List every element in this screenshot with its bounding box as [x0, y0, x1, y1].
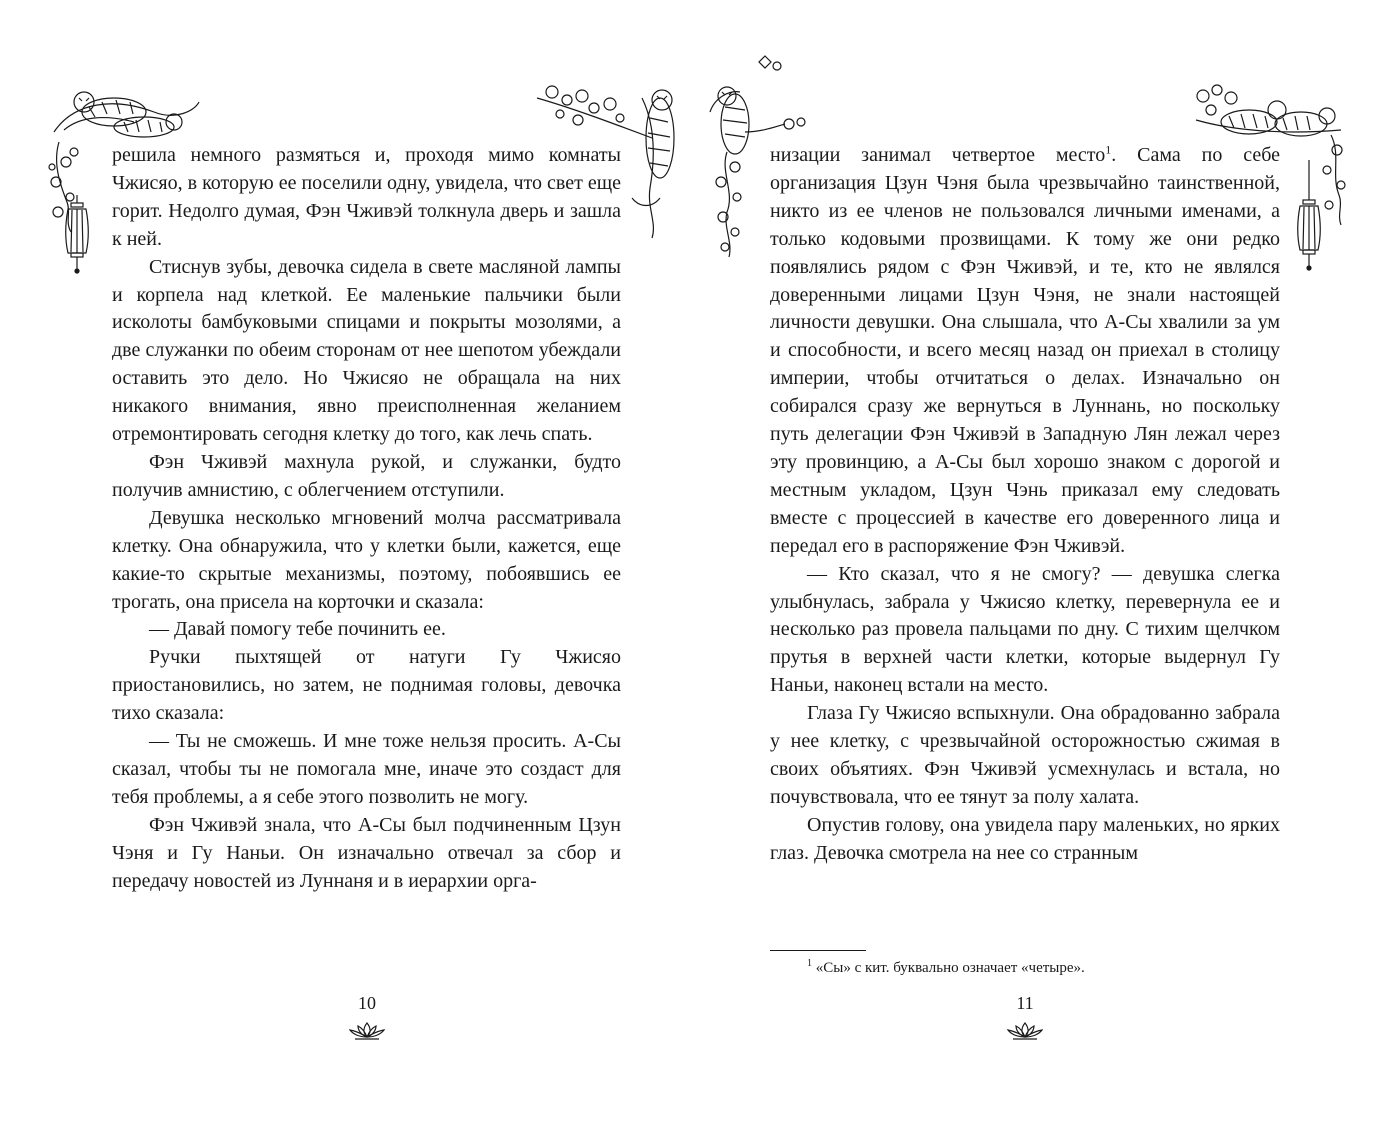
page-number: 10: [358, 993, 376, 1013]
lantern-icon-left: [62, 195, 92, 275]
paragraph-text: низации занимал четвертое место: [770, 144, 1106, 166]
paragraph-text: . Сама по себе организация Цзун Чэня была чрезвычайно таинственной, никто из ее членов не пользовался личными именами, а только кодовыми прозвищами. К тому же они редко появлялись рядом с Фэн Чживэй, и те, кто не являлся доверенными лицами Цзун Чэня, не знали настоящей личности девушки. Она слышала, что А-Сы хвалили за ум и способности, и всего месяц назад он приехал в столицу империи, чтобы отчитаться о делах. Изначально он собирался сразу же вернуться в Луннань, но поскольку путь делегации Фэн Чживэй в Западную Лян лежал через эту провинцию, а А-Сы был хорошо знаком с дорогой и местным укладом, Цзун Чэнь приказал ему следовать вместе с процессией в качестве его доверенного лица и передал его в распоряжение Фэн Чживэй.: [770, 144, 1280, 557]
paragraph: Фэн Чживэй махнула рукой, и служанки, будто получив амнистию, с облегчением отступили.: [112, 450, 621, 501]
paragraph: Опустив голову, она увидела пару маленьких, но ярких глаз. Девочка смотрела на нее со странным: [770, 813, 1280, 864]
lotus-icon: [1007, 1021, 1043, 1041]
right-page-body: [770, 142, 1280, 868]
paragraph: Ручки пыхтящей от натуги Гу Чжисяо приостановились, но затем, не поднимая головы, девочка тихо сказала:: [112, 646, 621, 725]
left-page: [0, 0, 696, 1125]
paragraph: Девушка несколько мгновений молча рассматривала клетку. Она обнаружила, что у клетки были, кажется, еще какие-то скрытые механизмы, поэтому, побоявшись ее трогать, она присела на корточки и сказала:: [112, 506, 621, 613]
lantern-icon-right: [1294, 160, 1324, 275]
paragraph: решила немного размяться и, проходя мимо комнаты Чжисяо, в которую ее поселили одну, увидела, что свет еще горит. Недолго думая, Фэн Чживэй толкнула дверь и зашла к ней.: [112, 144, 621, 250]
footnote-marker: 1: [1105, 142, 1112, 157]
footnote-number: 1: [807, 958, 812, 969]
paragraph: — Кто сказал, что я не смогу? — девушка слегка улыбнулась, забрала у Чжисяо клетку, перевернула ее и несколько раз провела пальцами по дну. С тихим щелчком прутья в верхней части клетки, которые выдернул Гу Наньи, наконец встали на место.: [770, 562, 1280, 697]
footnote: [770, 960, 1280, 977]
footnote-divider: [770, 950, 866, 951]
footnote-text: «Сы» с кит. буквально означает «четыре».: [815, 960, 1085, 976]
paragraph: — Ты не сможешь. И мне тоже нельзя просить. А-Сы сказал, чтобы ты не помогала мне, иначе это создаст для тебя проблемы, а я себе этого позволить не могу.: [112, 730, 621, 808]
paragraph: Стиснув зубы, девочка сидела в свете масляной лампы и корпела над клеткой. Ее маленькие пальчики были исколоты бамбуковыми спицами и покрыты мозолями, а две служанки по обеим сторонам от нее шепотом убеждали оставить это дело. Но Чжисяо не обращала на них никакого внимания, явно преисполненная желанием отремонтировать сегодня клетку до того, как лечь спать.: [112, 255, 621, 446]
lotus-icon: [349, 1021, 385, 1041]
paragraph: Глаза Гу Чжисяо вспыхнули. Она обрадованно забрала у нее клетку, с чрезвычайной осторожностью сжимая в своих объятиях. Фэн Чживэй усмехнулась и встала, но почувствовала, что ее тянут за полу халата.: [770, 702, 1280, 808]
right-page: [697, 0, 1393, 1125]
left-page-body: [112, 142, 621, 895]
paragraph: — Давай помогу тебе починить ее.: [149, 618, 446, 641]
page-number: 11: [1016, 993, 1034, 1013]
paragraph: Фэн Чживэй знала, что А-Сы был подчиненным Цзун Чэня и Гу Наньи. Он изначально отвечал за сбор и передачу новостей из Луннаня и в иерархии орга-: [112, 813, 621, 892]
paragraph: [770, 142, 1280, 561]
